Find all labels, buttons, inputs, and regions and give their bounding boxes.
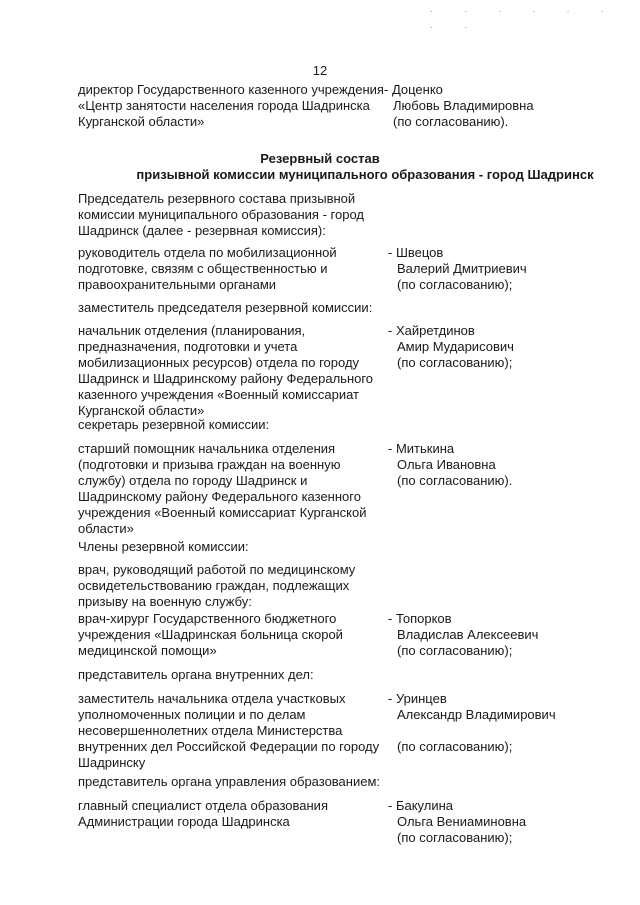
person-name: Александр Владимирович bbox=[397, 707, 556, 722]
deputy-entry bbox=[78, 323, 598, 418]
police-label: представитель органа внутренних дел: bbox=[78, 667, 314, 682]
police-entry bbox=[78, 691, 598, 771]
section-title-line2: призывной комиссии муниципального образования - город Шадринск bbox=[136, 167, 594, 182]
surgeon-person bbox=[388, 611, 598, 659]
surgeon-position: врач-хирург Государственного бюджетного учреждения «Шадринская больница скорой медицинской помощи» bbox=[78, 611, 343, 658]
education-position: главный специалист отдела образования Администрации города Шадринска bbox=[78, 798, 328, 829]
person-note: (по согласованию); bbox=[397, 355, 513, 370]
education-entry bbox=[78, 798, 598, 846]
secretary-entry bbox=[78, 441, 598, 536]
top-entry-person bbox=[384, 82, 594, 130]
person-name: Ольга Ивановна bbox=[397, 457, 496, 472]
members-label: Члены резервной комиссии: bbox=[78, 539, 249, 554]
person-name: Амир Мударисович bbox=[397, 339, 514, 354]
scan-dots: · · · · · · · · bbox=[430, 6, 618, 33]
person-surname: - Топорков bbox=[388, 611, 452, 626]
person-surname: - Митькина bbox=[388, 441, 455, 456]
person-note: (по согласованию); bbox=[397, 739, 513, 754]
person-surname: - Уринцев bbox=[388, 691, 447, 706]
person-note: (по согласованию); bbox=[397, 643, 513, 658]
surgeon-entry bbox=[78, 611, 598, 659]
education-label: представитель органа управления образованием: bbox=[78, 774, 381, 789]
person-name: Владислав Алексеевич bbox=[397, 627, 539, 642]
person-note: (по согласованию). bbox=[397, 473, 513, 488]
chairman-entry bbox=[78, 245, 598, 293]
deputy-person bbox=[388, 323, 598, 371]
education-person bbox=[388, 798, 598, 846]
person-surname: - Хайретдинов bbox=[388, 323, 475, 338]
person-note: (по согласованию); bbox=[397, 830, 513, 845]
person-surname: - Доценко bbox=[384, 82, 443, 97]
person-surname: - Бакулина bbox=[388, 798, 454, 813]
deputy-position: начальник отделения (планирования, предназначения, подготовки и учета мобилизационных ресурсов) отдела по городу Шадринск и Шадринскому району Федерального казенного учреждения «Военный комиссариат Курганской области» bbox=[78, 323, 374, 418]
person-name: Любовь Владимировна bbox=[393, 98, 534, 113]
person-note: (по согласованию). bbox=[393, 114, 509, 129]
chairman-position: руководитель отдела по мобилизационной подготовке, связям с общественностью и правоохранительными органами bbox=[78, 245, 337, 292]
person-name: Валерий Дмитриевич bbox=[397, 261, 527, 276]
secretary-person bbox=[388, 441, 598, 489]
top-entry bbox=[78, 82, 598, 134]
secretary-position: старший помощник начальника отделения (подготовки и призыва граждан на военную службу) отдела по городу Шадринск и Шадринскому району Федерального казенного учреждения «Военный комиссариат Курганской области» bbox=[78, 441, 367, 536]
person-surname: - Швецов bbox=[388, 245, 444, 260]
page-number: 12 bbox=[312, 63, 328, 78]
secretary-label: секретарь резервной комиссии: bbox=[78, 417, 270, 432]
chairman-label: Председатель резервного состава призывной комиссии муниципального образования - город Шадринск (далее - резервная комиссия): bbox=[78, 191, 364, 238]
police-position: заместитель начальника отдела участковых уполномоченных полиции и по делам несовершеннолетних отдела Министерства внутренних дел Российской Федерации по городу Шадринску bbox=[78, 691, 380, 770]
person-name: Ольга Вениаминовна bbox=[397, 814, 527, 829]
chairman-person bbox=[388, 245, 598, 293]
police-person bbox=[388, 691, 598, 755]
section-title-line1: Резервный состав bbox=[260, 151, 380, 166]
doctor-label: врач, руководящий работой по медицинскому освидетельствованию граждан, подлежащих призыву на военную службу: bbox=[78, 562, 356, 609]
top-entry-position: директор Государственного казенного учреждения «Центр занятости населения города Шадринска Курганской области» bbox=[78, 82, 384, 129]
person-note: (по согласованию); bbox=[397, 277, 513, 292]
deputy-label: заместитель председателя резервной комиссии: bbox=[78, 300, 373, 315]
